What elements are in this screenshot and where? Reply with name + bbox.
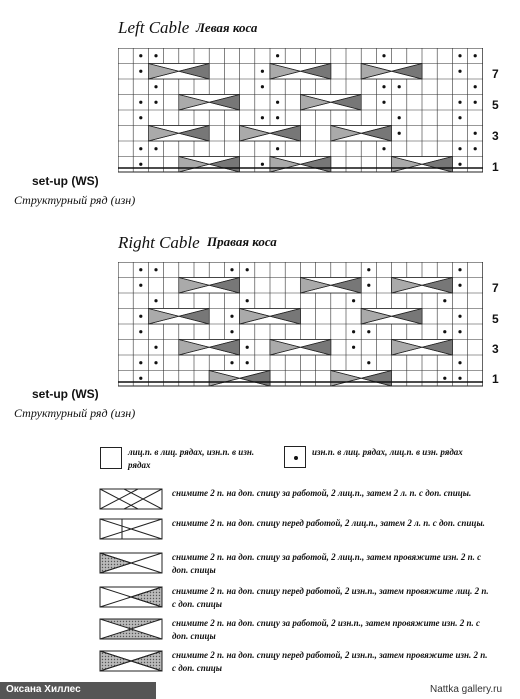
purl-dot [154, 346, 157, 349]
purl-dot [154, 54, 157, 57]
purl-dot [474, 147, 477, 150]
legend-cable-symbols [98, 485, 166, 675]
purl-dot [352, 330, 355, 333]
left-setup-label: set-up (WS) [32, 174, 99, 188]
left-cable-grid [118, 48, 483, 172]
purl-dot [367, 361, 370, 364]
right-setup-label-ru: Структурный ряд (изн) [14, 406, 136, 420]
right-cable-title-ru: Правая коса [207, 234, 277, 249]
purl-dot [352, 299, 355, 302]
purl-dot [443, 299, 446, 302]
purl-dot [382, 147, 385, 150]
purl-dot [154, 85, 157, 88]
purl-dot [367, 330, 370, 333]
left-row-number-5: 5 [492, 98, 499, 112]
purl-dot [458, 284, 461, 287]
purl-dot [382, 85, 385, 88]
purl-dot [458, 268, 461, 271]
cable-right-purl-purl-icon [100, 619, 162, 639]
left-setup-label-ru: Структурный ряд (изн) [14, 193, 136, 207]
legend-cable-4-text: снимите 2 п. на доп. спицу перед работой, 2 изн.п., затем провяжите лиц. 2 п. с доп. спицы [172, 586, 489, 609]
right-row-number-5: 5 [492, 312, 499, 326]
purl-dot [352, 346, 355, 349]
purl-dot [139, 116, 142, 119]
purl-dot [154, 147, 157, 150]
purl-dot [443, 377, 446, 380]
right-row-number-7: 7 [492, 281, 499, 295]
purl-dot [458, 315, 461, 318]
purl-dot [458, 163, 461, 166]
purl-dot [458, 361, 461, 364]
legend-knit-symbol [100, 447, 122, 469]
right-row-number-3: 3 [492, 342, 499, 356]
purl-dot [139, 377, 142, 380]
legend-purl-symbol [284, 446, 306, 468]
purl-dot [246, 346, 249, 349]
purl-dot [276, 101, 279, 104]
purl-dot [230, 268, 233, 271]
purl-dot [458, 54, 461, 57]
purl-dot [458, 377, 461, 380]
legend-knit-text: лиц.п. в лиц. рядах, изн.п. в изн. рядах [128, 447, 255, 470]
purl-dot [382, 54, 385, 57]
right-setup-label: set-up (WS) [32, 387, 99, 401]
footer-author: Оксана Хиллес [6, 684, 81, 695]
footer-site: Nattka gallery.ru [430, 684, 503, 695]
purl-dot [398, 116, 401, 119]
purl-dot [139, 315, 142, 318]
purl-dot [139, 70, 142, 73]
purl-dot [474, 101, 477, 104]
purl-dot [230, 330, 233, 333]
purl-dot [261, 85, 264, 88]
purl-dot [276, 54, 279, 57]
purl-dot [367, 268, 370, 271]
left-row-number-1: 1 [492, 160, 499, 174]
purl-dot [458, 101, 461, 104]
purl-dot [139, 268, 142, 271]
purl-dot [474, 85, 477, 88]
purl-dot [139, 147, 142, 150]
purl-dot [230, 361, 233, 364]
purl-dot [230, 315, 233, 318]
purl-dot [246, 268, 249, 271]
cable-left-purl-knit-icon [100, 587, 162, 607]
purl-dot [458, 330, 461, 333]
legend-purl-text: изн.п. в лиц. рядах, лиц.п. в изн. рядах [312, 447, 463, 457]
left-cable-chart [118, 48, 483, 185]
purl-dot [261, 70, 264, 73]
right-cable-title: Right Cable [118, 233, 200, 252]
purl-dot [276, 147, 279, 150]
left-row-number-3: 3 [492, 129, 499, 143]
purl-dot [474, 54, 477, 57]
purl-dot [261, 116, 264, 119]
purl-dot [398, 85, 401, 88]
purl-dot [154, 268, 157, 271]
right-cable-grid [118, 262, 483, 386]
purl-dot [246, 299, 249, 302]
legend-cable-6-text: снимите 2 п. на доп. спицу перед работой, 2 изн.п., затем провяжите изн. 2 п. с доп. спицы [172, 650, 488, 673]
cable-right-knit-purl-icon [100, 553, 162, 573]
purl-dot [139, 361, 142, 364]
left-cable-title-ru: Левая коса [196, 20, 258, 35]
purl-dot [246, 361, 249, 364]
left-cable-title: Left Cable [118, 18, 190, 37]
legend-cable-3-text: снимите 2 п. на доп. спицу за работой, 2 лиц.п., затем провяжите изн. 2 п. с доп. спицы [172, 552, 482, 575]
legend-cable-5-text: снимите 2 п. на доп. спицу за работой, 2 изн.п., затем провяжите изн. 2 п. с доп. спицы [172, 618, 481, 641]
right-row-number-1: 1 [492, 372, 499, 386]
purl-dot [458, 147, 461, 150]
purl-dot [367, 284, 370, 287]
purl-dot [458, 116, 461, 119]
cable-left-knit-icon [100, 519, 162, 539]
legend-cable-1-text: снимите 2 п. на доп. спицу за работой, 2 лиц.п., затем 2 л. п. с доп. спицы. [172, 488, 472, 498]
cable-left-purl-purl-icon [100, 651, 162, 671]
purl-dot [276, 116, 279, 119]
purl-dot [382, 101, 385, 104]
right-cable-chart [118, 262, 483, 399]
purl-dot-icon [294, 456, 298, 460]
purl-dot [154, 361, 157, 364]
purl-dot [154, 299, 157, 302]
purl-dot [139, 101, 142, 104]
purl-dot [139, 163, 142, 166]
purl-dot [398, 132, 401, 135]
purl-dot [154, 101, 157, 104]
purl-dot [261, 163, 264, 166]
purl-dot [139, 330, 142, 333]
purl-dot [139, 284, 142, 287]
purl-dot [458, 70, 461, 73]
purl-dot [139, 54, 142, 57]
left-row-number-7: 7 [492, 67, 499, 81]
legend-cable-2-text: снимите 2 п. на доп. спицу перед работой, 2 лиц.п., затем 2 л. п. с доп. спицы. [172, 518, 485, 528]
purl-dot [474, 132, 477, 135]
purl-dot [443, 330, 446, 333]
cable-right-knit-icon [100, 489, 162, 509]
